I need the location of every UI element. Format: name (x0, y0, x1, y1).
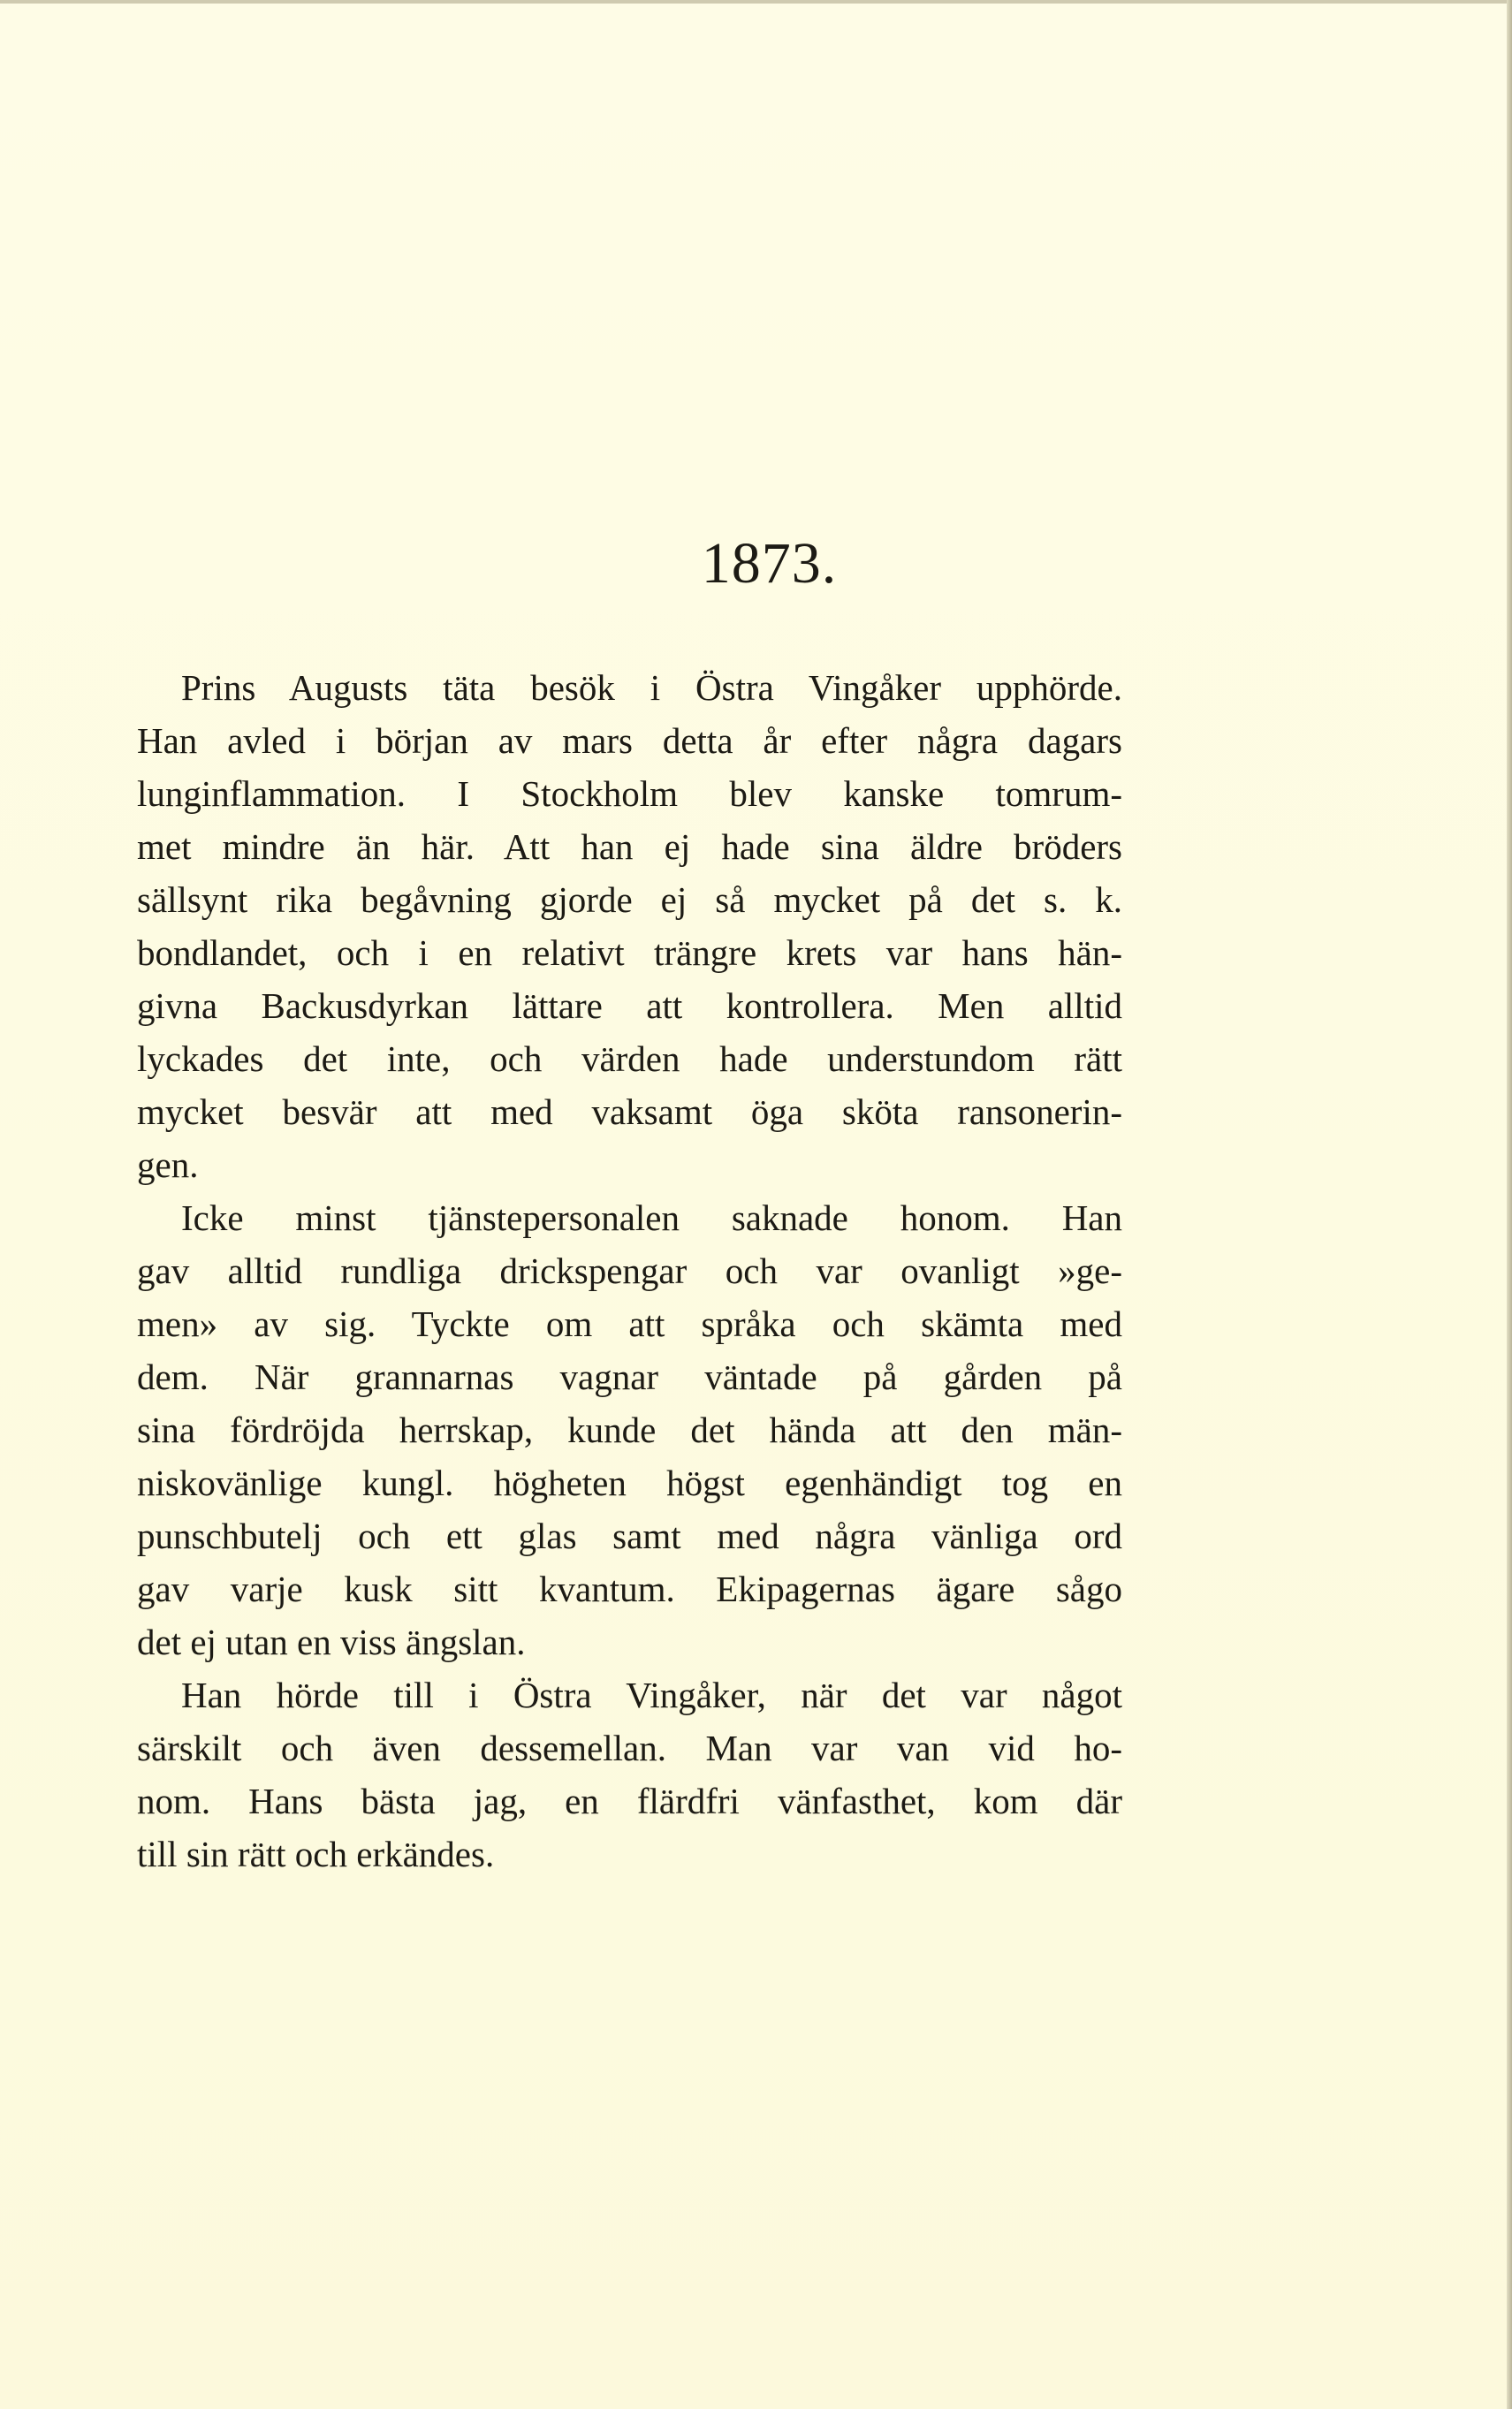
paragraph-1 (137, 661, 1122, 1191)
text-line: men» av sig. Tyckte om att språka och skämta med (137, 1303, 1122, 1344)
text-line: lunginflammation. I Stockholm blev kanske tomrum- (137, 773, 1122, 814)
text-line: Han avled i början av mars detta år efter några dagars (137, 720, 1122, 761)
text-line: till sin rätt och erkändes. (137, 1834, 495, 1874)
paragraph-2 (137, 1191, 1122, 1668)
page-right-edge (1507, 0, 1512, 2409)
paragraph-3 (137, 1668, 1122, 1881)
text-line: dem. När grannarnas vagnar väntade på gården på (137, 1356, 1122, 1397)
text-line: Prins Augusts täta besök i Östra Vingåker upphörde. (181, 667, 1122, 708)
page-heading-year: 1873. (701, 531, 838, 596)
text-line: mycket besvär att med vaksamt öga sköta ransonerin- (137, 1091, 1122, 1132)
text-line: nom. Hans bästa jag, en flärdfri vänfasthet, kom där (137, 1781, 1122, 1821)
text-line: lyckades det inte, och värden hade understundom rätt (137, 1038, 1122, 1079)
body-text (137, 661, 1122, 1881)
text-line: sällsynt rika begåvning gjorde ej så mycket på det s. k. (137, 879, 1122, 920)
text-line: gen. (137, 1144, 199, 1185)
text-line: bondlandet, och i en relativt trängre krets var hans hän- (137, 932, 1122, 973)
text-line: gav alltid rundliga drickspengar och var ovanligt »ge- (137, 1250, 1122, 1291)
text-line: det ej utan en viss ängslan. (137, 1622, 526, 1662)
text-line: givna Backusdyrkan lättare att kontrollera. Men alltid (137, 985, 1122, 1026)
text-line: Han hörde till i Östra Vingåker, när det var något (181, 1675, 1122, 1715)
text-line: sina fördröjda herrskap, kunde det hända att den män- (137, 1410, 1122, 1450)
text-line: särskilt och även dessemellan. Man var van vid ho- (137, 1728, 1122, 1768)
text-line: met mindre än här. Att han ej hade sina äldre bröders (137, 826, 1122, 867)
page-top-edge (0, 0, 1512, 4)
text-line: Icke minst tjänstepersonalen saknade honom. Han (181, 1197, 1122, 1238)
text-line: punschbutelj och ett glas samt med några vänliga ord (137, 1516, 1122, 1556)
text-line: gav varje kusk sitt kvantum. Ekipagernas ägare sågo (137, 1569, 1122, 1609)
text-line: niskovänlige kungl. högheten högst egenhändigt tog en (137, 1463, 1122, 1503)
